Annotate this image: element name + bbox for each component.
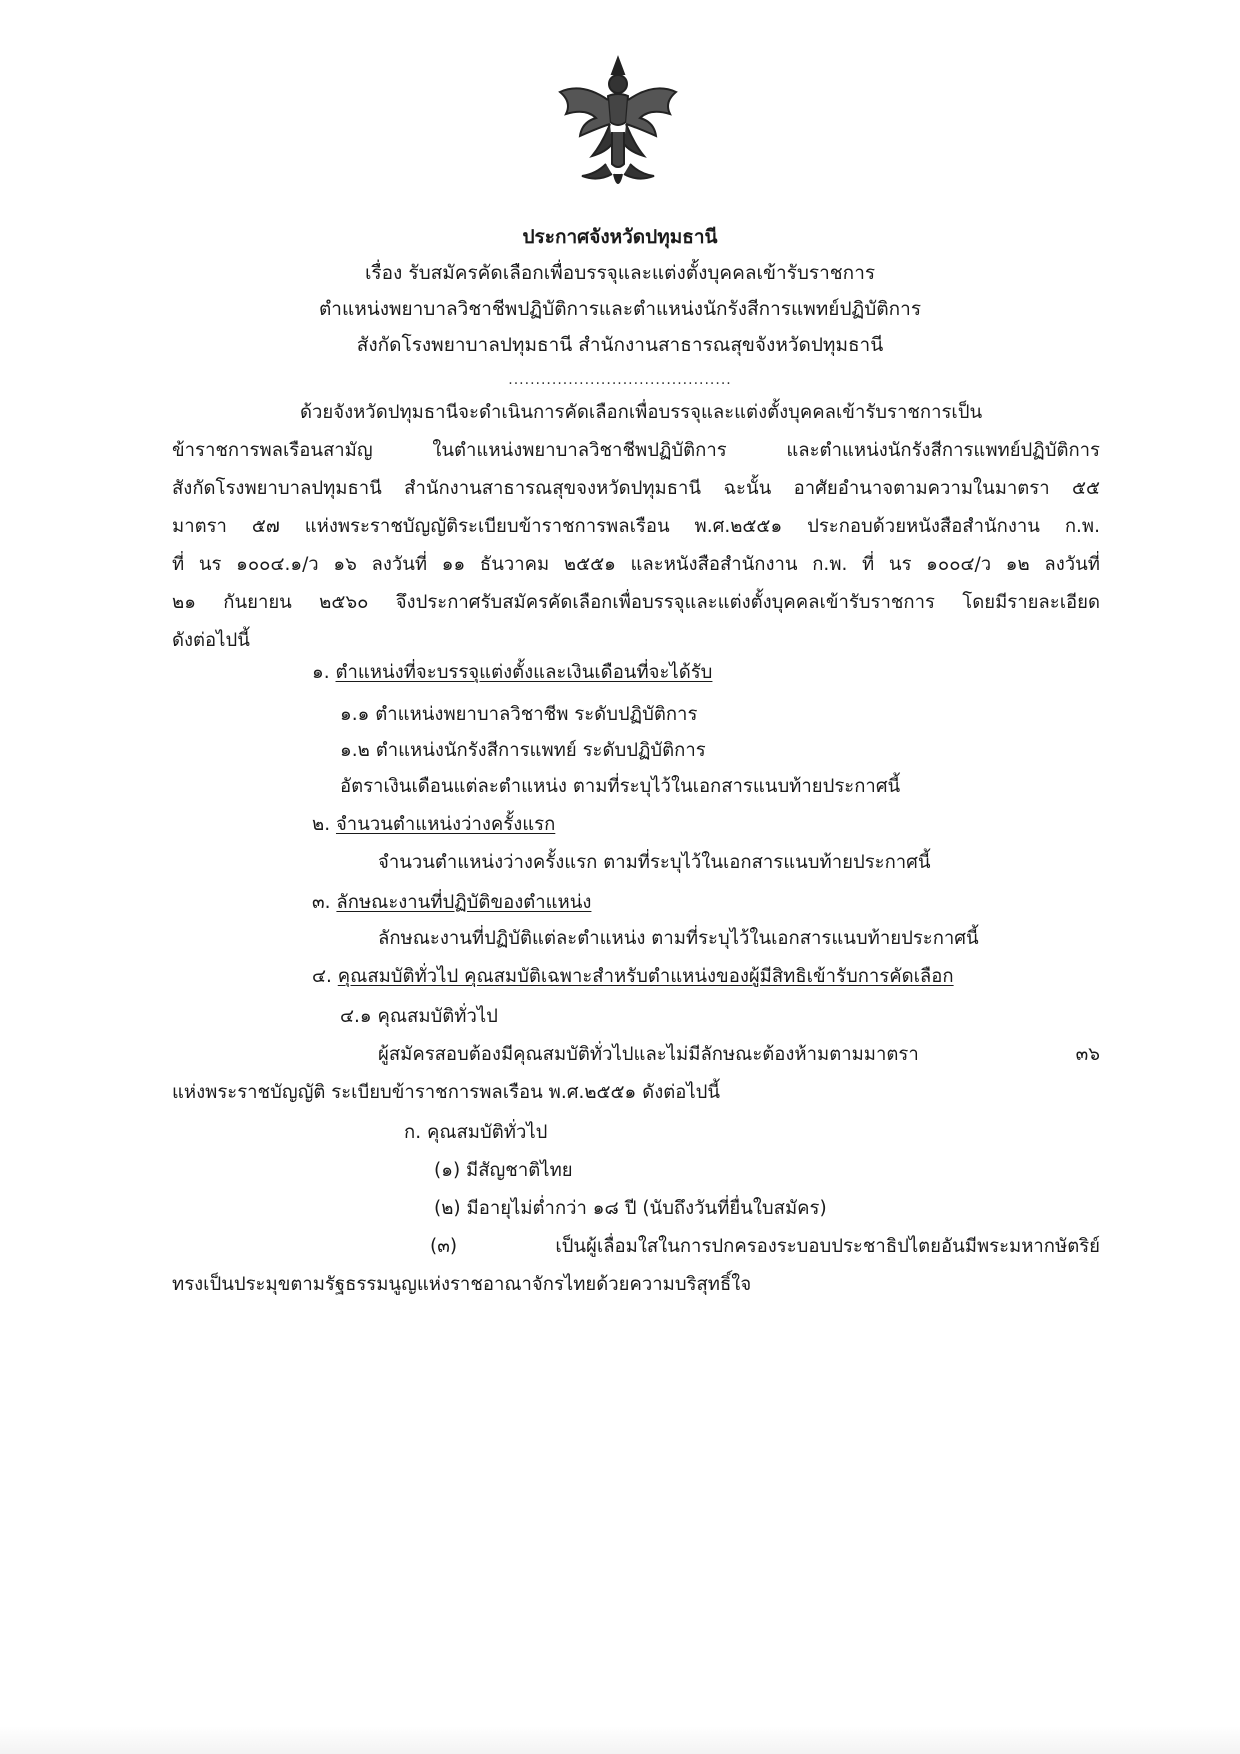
subsection-title: ๔.๑ คุณสมบัติทั่วไป <box>340 1006 498 1027</box>
qualification-item: (๑) มีสัญชาติไทย <box>434 1160 573 1181</box>
section-body: จำนวนตำแหน่งว่างครั้งแรก ตามที่ระบุไว้ในเอกสารแนบท้ายประกาศนี้ <box>378 852 931 873</box>
section-number: ๑. <box>312 662 330 683</box>
announcement-title: ประกาศจังหวัดปทุมธานี <box>522 226 718 248</box>
qualification-item: (๒) มีอายุไม่ต่ำกว่า ๑๘ ปี (นับถึงวันที่ยื่นใบสมัคร) <box>434 1198 827 1219</box>
section-heading <box>312 892 591 914</box>
list-item: ๑.๒ ตำแหน่งนักรังสีการแพทย์ ระดับปฏิบัติการ <box>340 740 706 761</box>
subject-line-1: เรื่อง รับสมัครคัดเลือกเพื่อบรรจุและแต่งตั้งบุคคลเข้ารับราชการ <box>364 262 876 284</box>
section-title: จำนวนตำแหน่งว่างครั้งแรก <box>335 814 556 835</box>
list-item: ๑.๑ ตำแหน่งพยาบาลวิชาชีพ ระดับปฏิบัติการ <box>340 704 698 725</box>
intro-line: ดังต่อไปนี้ <box>172 630 250 651</box>
section-heading <box>312 966 954 988</box>
garuda-emblem-icon <box>552 52 684 194</box>
intro-line: สังกัดโรงพยาบาลปทุมธานี สำนักงานสาธารณสุขจงหวัดปทุมธานี ฉะนั้น อาศัยอำนาจตามความในมาตรา ๕๕ <box>172 478 1100 499</box>
subsection-title: ก. คุณสมบัติทั่วไป <box>404 1122 548 1143</box>
section-title: ลักษณะงานที่ปฏิบัติของตำแหน่ง <box>336 892 592 913</box>
intro-line: ข้าราชการพลเรือนสามัญ ในตำแหน่งพยาบาลวิชาชีพปฏิบัติการ และตำแหน่งนักรังสีการแพทย์ปฏิบัติการ <box>172 440 1100 461</box>
intro-line: ๒๑ กันยายน ๒๕๖๐ จึงประกาศรับสมัครคัดเลือกเพื่อบรรจุและแต่งตั้งบุคคลเข้ารับราชการ โดยมีรายละเอียด <box>172 592 1100 613</box>
qualification-item: ทรงเป็นประมุขตามรัฐธรรมนูญแห่งราชอาณาจักรไทยด้วยความบริสุทธิ์ใจ <box>172 1274 752 1295</box>
subject-line-2: ตำแหน่งพยาบาลวิชาชีพปฏิบัติการและตำแหน่งนักรังสีการแพทย์ปฏิบัติการ <box>318 298 922 320</box>
intro-line: มาตรา ๕๗ แห่งพระราชบัญญัติระเบียบข้าราชการพลเรือน พ.ศ.๒๕๕๑ ประกอบด้วยหนังสือสำนักงาน ก.พ. <box>172 516 1100 537</box>
section-number: ๓. <box>312 892 331 913</box>
header-separator: ......................................... <box>508 372 732 388</box>
scan-edge <box>0 1726 1240 1754</box>
section-note: อัตราเงินเดือนแต่ละตำแหน่ง ตามที่ระบุไว้ในเอกสารแนบท้ายประกาศนี้ <box>340 776 901 797</box>
paragraph-line: ผู้สมัครสอบต้องมีคุณสมบัติทั่วไปและไม่มีลักษณะต้องห้ามตามมาตรา ๓๖ <box>378 1044 1100 1065</box>
section-heading <box>312 662 712 684</box>
qualification-item: (๓) เป็นผู้เลื่อมใสในการปกครองระบอบประชาธิปไตยอันมีพระมหากษัตริย์ <box>430 1236 1100 1257</box>
intro-line: ที่ นร ๑๐๐๔.๑/ว ๑๖ ลงวันที่ ๑๑ ธันวาคม ๒๕๕๑ และหนังสือสำนักงาน ก.พ. ที่ นร ๑๐๐๔/ว ๑๒ ลงวันที่ <box>172 554 1100 575</box>
section-number: ๔. <box>312 966 332 987</box>
intro-line: ด้วยจังหวัดปทุมธานีจะดำเนินการคัดเลือกเพื่อบรรจุและแต่งตั้งบุคคลเข้ารับราชการเป็น <box>300 402 983 423</box>
section-heading <box>312 814 555 836</box>
paragraph-line: แห่งพระราชบัญญัติ ระเบียบข้าราชการพลเรือน พ.ศ.๒๕๕๑ ดังต่อไปนี้ <box>172 1082 721 1103</box>
section-title: ตำแหน่งที่จะบรรจุแต่งตั้งและเงินเดือนที่จะได้รับ <box>335 662 713 683</box>
section-number: ๒. <box>312 814 331 835</box>
section-body: ลักษณะงานที่ปฏิบัติแต่ละตำแหน่ง ตามที่ระบุไว้ในเอกสารแนบท้ายประกาศนี้ <box>378 928 979 949</box>
section-title: คุณสมบัติทั่วไป คุณสมบัติเฉพาะสำหรับตำแหน่งของผู้มีสิทธิเข้ารับการคัดเลือก <box>337 966 954 987</box>
subject-line-3: สังกัดโรงพยาบาลปทุมธานี สำนักงานสาธารณสุขจังหวัดปทุมธานี <box>356 334 884 356</box>
